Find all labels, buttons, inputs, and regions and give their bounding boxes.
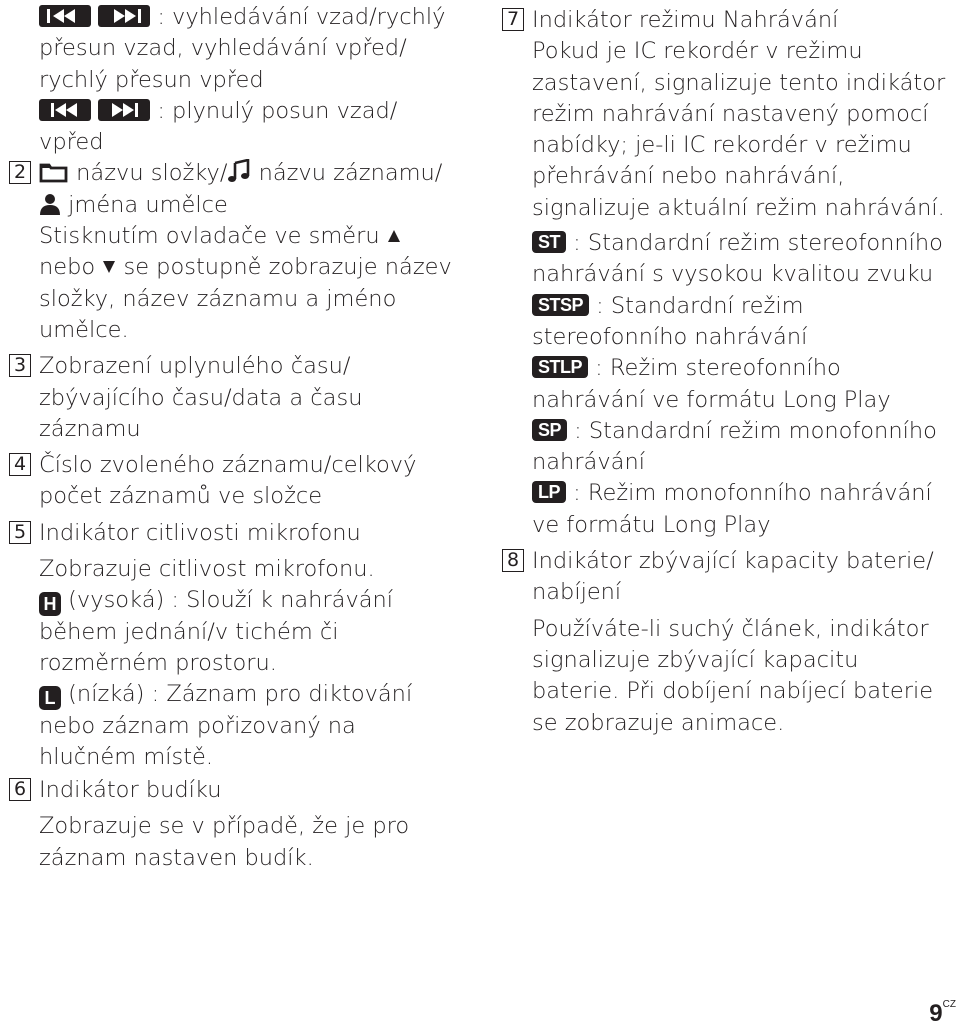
mode-stlp [502, 353, 952, 416]
item4-text: Číslo zvoleného záznamu/celkový počet záznamů ve složce [39, 452, 417, 510]
item8-title: Indikátor zbývající kapacity baterie/ nabíjení [532, 548, 934, 606]
item1-search-line [9, 2, 459, 96]
item2-desc-c: se postupně zobrazuje název složky, název záznamu a jméno umělce. [39, 254, 452, 343]
item-5 [9, 518, 459, 549]
up-triangle-icon [387, 229, 401, 243]
item8-desc [502, 614, 952, 739]
mode-lp [502, 478, 952, 541]
fast-forward-icon [98, 5, 150, 27]
mode-badge: STSP [532, 294, 589, 316]
mode-badge: LP [532, 481, 566, 503]
mode-text: : Standardní režim stereofonního nahrávání s vysokou kvalitou zvuku [532, 230, 943, 288]
previous-icon [39, 99, 91, 121]
artist-text: jména umělce [68, 191, 228, 218]
low-sensitivity-icon: L [39, 686, 61, 710]
mode-text: : Režim stereofonního nahrávání ve formátu Long Play [532, 355, 891, 413]
mode-st [502, 228, 952, 291]
person-icon [39, 193, 61, 215]
item2-desc-b: nebo [39, 254, 96, 281]
music-note-icon [227, 159, 251, 183]
item7-title: Indikátor režimu Nahrávání [532, 7, 839, 33]
item6-desc [9, 811, 459, 874]
item6-title: Indikátor budíku [39, 777, 222, 804]
item7-desc: Pokud je IC rekordér v režimu zastavení, signalizuje tento indikátor režim nahrávání nastavený pomocí nabídky; je-li IC rekordér v režimu přehrávání nebo nahrávání, signalizuje aktuální režim nahrávání. [532, 38, 946, 221]
item-number: 4 [9, 453, 31, 476]
item-number: 5 [9, 521, 31, 544]
item-2 [9, 158, 459, 346]
item-3 [9, 351, 459, 445]
mode-text: : Režim monofonního nahrávání ve formátu Long Play [532, 480, 932, 538]
item-8 [502, 546, 952, 609]
folder-icon [39, 161, 69, 183]
rewind-icon [39, 5, 91, 27]
mode-sp [502, 416, 952, 479]
page-number [929, 990, 956, 1029]
item-number: 2 [9, 161, 31, 184]
item5-desc-text: Zobrazuje citlivost mikrofonu. [39, 556, 375, 583]
right-column [502, 0, 952, 739]
smooth-text: : plynulý posun vzad/ vpřed [39, 97, 398, 156]
mode-stsp [502, 291, 952, 354]
mode-badge: ST [532, 231, 566, 253]
item1-smooth-line [9, 96, 459, 159]
high-sensitivity-icon: H [39, 592, 61, 616]
item2-desc-a: Stisknutím ovladače ve směru [39, 223, 380, 250]
page-number-value: 9 [929, 1000, 943, 1027]
item-number: 6 [9, 778, 31, 801]
item5-desc [9, 554, 459, 773]
next-icon [98, 99, 150, 121]
item-number: 3 [9, 354, 31, 377]
mode-text: : Standardní režim stereofonního nahrávání [532, 292, 808, 350]
mode-badge: STLP [532, 356, 588, 378]
item-7 [502, 5, 952, 224]
language-code: CZ [942, 999, 956, 1010]
item3-text: Zobrazení uplynulého času/ zbývajícího času/data a času záznamu [39, 353, 363, 442]
low-text: (nízká) : Záznam pro diktování nebo záznam pořizovaný na hlučném místě. [39, 681, 413, 770]
mode-text: : Standardní režim monofonního nahrávání [532, 417, 937, 476]
folder-text: názvu složky/ [76, 160, 228, 187]
item-number: 7 [502, 8, 524, 31]
item-6 [9, 775, 459, 806]
search-text: : vyhledávání vzad/rychlý přesun vzad, vyhledávání vpřed/ rychlý přesun vpřed [39, 4, 446, 93]
item8-desc-text: Používáte-li suchý článek, indikátor signalizuje zbývající kapacitu baterie. Při dobíjení nabíjecí baterie se zobrazuje animace. [532, 615, 934, 736]
item-4 [9, 450, 459, 513]
down-triangle-icon [102, 260, 116, 274]
mode-badge: SP [532, 419, 567, 441]
left-column [9, 0, 459, 874]
item6-desc-text: Zobrazuje se v případě, že je pro záznam nastaven budík. [39, 813, 410, 871]
item5-title: Indikátor citlivosti mikrofonu [39, 519, 361, 546]
high-text: (vysoká) : Slouží k nahrávání během jednání/v tichém či rozměrném prostoru. [39, 587, 394, 676]
track-text: názvu záznamu/ [258, 160, 443, 187]
item-number: 8 [502, 549, 524, 572]
